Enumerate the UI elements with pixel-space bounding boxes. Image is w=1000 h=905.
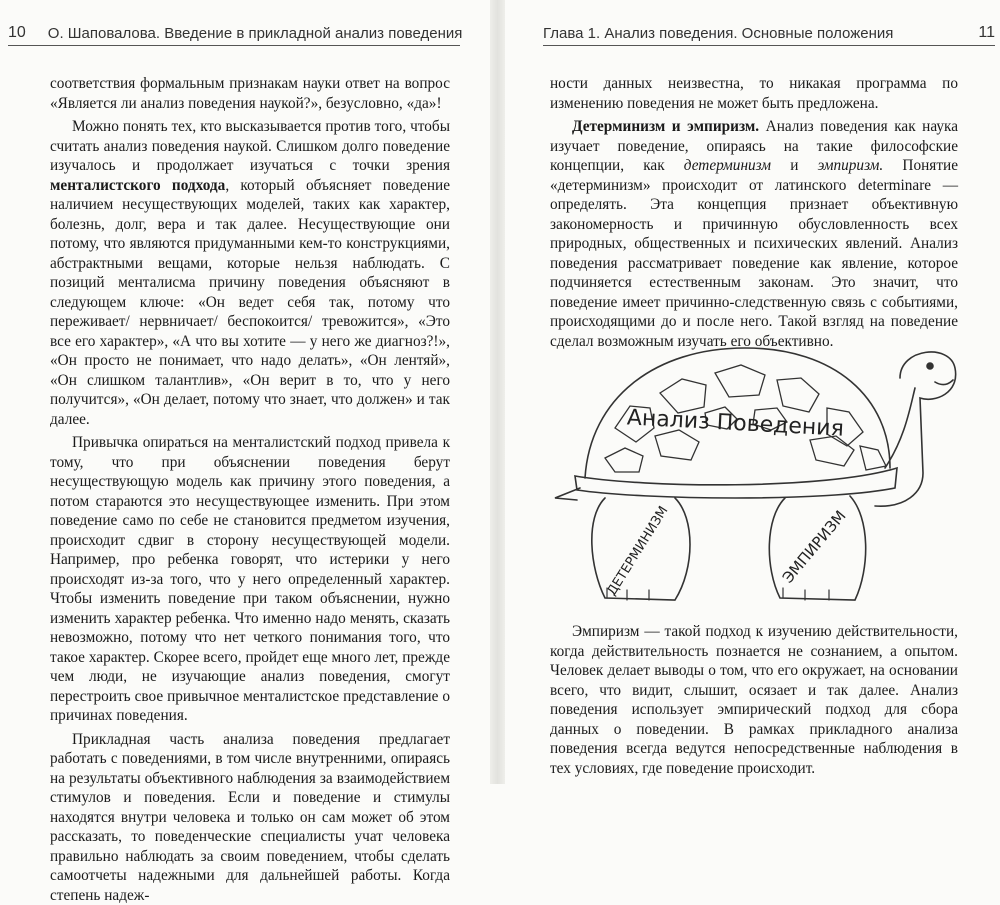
- text-run: Понятие «детерминизм» происходит от латинского determinare — определять. Эта концепция признает объективную закономерность и причинную обусловленность всех природных, общественных и психических явлений. Анализ поведения рассматривает поведение как явление, которое подчиняется естественным законам. Это значит, что поведение имеет причинно-следственную связь с событиями, происходящими до и после него. Такой взгляд на поведение сделал возможным изучать его объективно.: [550, 157, 958, 350]
- right-body-text: [550, 74, 958, 351]
- page-number-left: 10: [8, 24, 26, 42]
- left-body-text: [50, 74, 450, 905]
- paragraph: [550, 117, 958, 351]
- turtle-head: [875, 352, 956, 506]
- text-run: , который объясняет поведение наличием несуществующих моделей, таких как характер, болезнь, долг, вера и так далее. Несуществующие они потому, что являются придуманными кем-то конструкциями, абстрактными вещами, которые нельзя наблюдать. С позиций менталисма причину поведения объясняют в следующем ключе: «Он ведет себя так, потому что переживает/ нервничает/ беспокоится/ тревожится», «Это все его характер», «А что вы хотите — у него же диагноз?!», «Он просто не понимает, что надо делать», «Он лентяй», «Он слишком талантлив», «Он верит в то, что у него получится», «Он делает, потому что знает, что должен» и так далее.: [50, 177, 450, 428]
- book-gutter: [490, 0, 505, 784]
- turtle-tail: [555, 488, 580, 500]
- right-leg-label: ЭМПИРИЗМ: [779, 507, 850, 587]
- text-run: Анализ поведения как наука изучает поведение, опираясь на такие философские концепции, как: [550, 118, 958, 174]
- left-page: [0, 0, 490, 784]
- running-head-left: О. Шаповалова. Введение в прикладной анализ поведения: [48, 25, 463, 42]
- turtle-illustration: [545, 318, 965, 618]
- running-head-right: Глава 1. Анализ поведения. Основные положения: [543, 25, 893, 42]
- paragraph: Привычка опираться на менталистский подход привела к тому, что при объяснении поведения берут несуществующую модель как причину этого поведения, а потом стараются это несуществующее изменить. При этом поведение само по себе не становится предметом изучения, происходит сдвиг в сторону несуществующей модели. Например, про ребенка говорят, что истерики у него происходят из-за того, что у него определенный характер. Чтобы изменить поведение при таком объяснении, нужно изменить характер ребенка. Что именно надо менять, сказать невозможно, потому что нет четкого понимания того, что такое характер. Скорее всего, пройдет еще много лет, прежде чем люди, не изучающие анализ поведения, смогут перестроить свое привычное менталистское представление о причинах поведения.: [50, 433, 450, 726]
- bold-term: менталистского подхода: [50, 177, 225, 194]
- page-number-right: 11: [978, 24, 995, 42]
- left-leg-label: ДЕТЕРМИНИЗМ: [605, 504, 672, 599]
- bold-term: Детерминизм и эмпиризм.: [572, 118, 759, 135]
- text-run: Можно понять тех, кто высказывается против того, чтобы считать анализ поведения наукой. Слишком долго поведение изучалось и продолжает изучаться с точки зрения: [50, 118, 450, 174]
- paragraph: Прикладная часть анализа поведения предлагает работать с поведениями, в том числе внутренними, опираясь на результаты объективного наблюдения за взаимодействием стимулов и поведения. Если и поведение и стимулы находятся внутри человека и только он сам может об этом рассказать, то поведенческие специалисты учат человека правильно наблюдать за своим поведением, чтобы сделать самоотчеты надежными для дальнейшей работы. Когда степень надеж-: [50, 730, 450, 905]
- right-page: [505, 0, 1000, 784]
- paragraph: ности данных неизвестна, то никакая программа по изменению поведения не может быть предложена.: [550, 74, 958, 113]
- shell-label: Анализ Поведения: [626, 405, 844, 441]
- italic-term: эмпиризм.: [818, 157, 884, 174]
- right-body-text-lower: [550, 622, 958, 778]
- turtle-eye: [927, 363, 933, 369]
- right-running-header: [543, 18, 995, 46]
- text-run: и: [771, 157, 818, 174]
- turtle-smile: [935, 380, 953, 385]
- paragraph: [50, 117, 450, 429]
- italic-term: детерминизм: [684, 157, 771, 174]
- left-running-header: [8, 18, 460, 46]
- paragraph: Эмпиризм — такой подход к изучению действительности, когда действительность познается не сознанием, а опытом. Человек делает выводы о том, что его окружает, на основании всего, что видит, слышит, осязает и так далее. Анализ поведения использует эмпирический подход для сбора данных о поведении. В рамках прикладного анализа поведения всегда ведутся непосредственные наблюдения в тех условиях, где поведение происходит.: [550, 622, 958, 778]
- paragraph: соответствия формальным признакам науки ответ на вопрос «Является ли анализ поведения наукой?», безусловно, «да»!: [50, 74, 450, 113]
